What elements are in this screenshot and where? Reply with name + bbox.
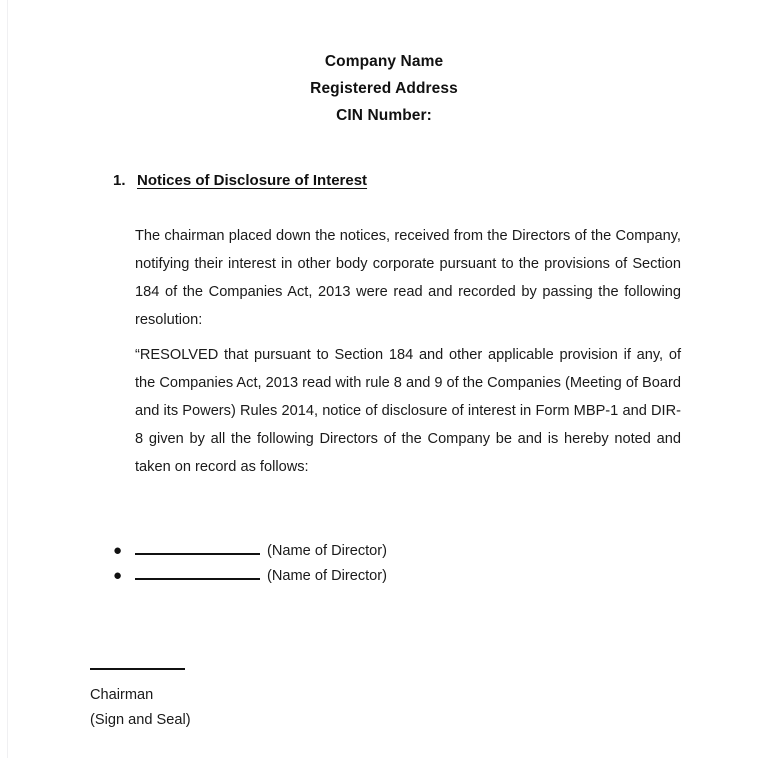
paragraph-intro: The chairman placed down the notices, received from the Directors of the Company, notifying their interest in other body corporate pursuant to the provisions of Section 184 of the Companies Act, 2013 were read and recorded by passing the following resolution: [135,228,681,328]
signature-block [90,668,390,733]
bullet-icon: ● [113,542,123,559]
bullet-icon: ● [113,567,123,584]
director-name-blank[interactable] [135,540,260,555]
clause-title: Notices of Disclosure of Interest [137,172,368,189]
header-cin-number: CIN Number: [336,107,432,124]
clause-heading-row [113,172,683,189]
header-registered-address: Registered Address [310,80,458,97]
director-name-label: (Name of Director) [267,568,388,584]
document-header [0,48,768,129]
director-name-label: (Name of Director) [267,543,388,559]
header-company-name: Company Name [324,53,444,70]
list-item [113,563,513,588]
signature-title: Chairman [90,687,154,703]
signature-line [90,668,185,670]
paragraph-resolution: “RESOLVED that pursuant to Section 184 and other applicable provision if any, of the Companies Act, 2013 read with rule 8 and 9 of the Companies (Meeting of Board and its Powers) Rules 2014, notice of disclosure of interest in Form MBP-1 and DIR-8 given by all the following Directors of the Company be and is hereby noted and taken on record as follows: [135,347,681,475]
clause-heading [113,172,683,189]
director-name-blank[interactable] [135,565,260,580]
signature-note: (Sign and Seal) [90,712,191,728]
list-item [113,538,513,563]
director-list [113,538,513,588]
clause-number: 1. [113,172,126,189]
